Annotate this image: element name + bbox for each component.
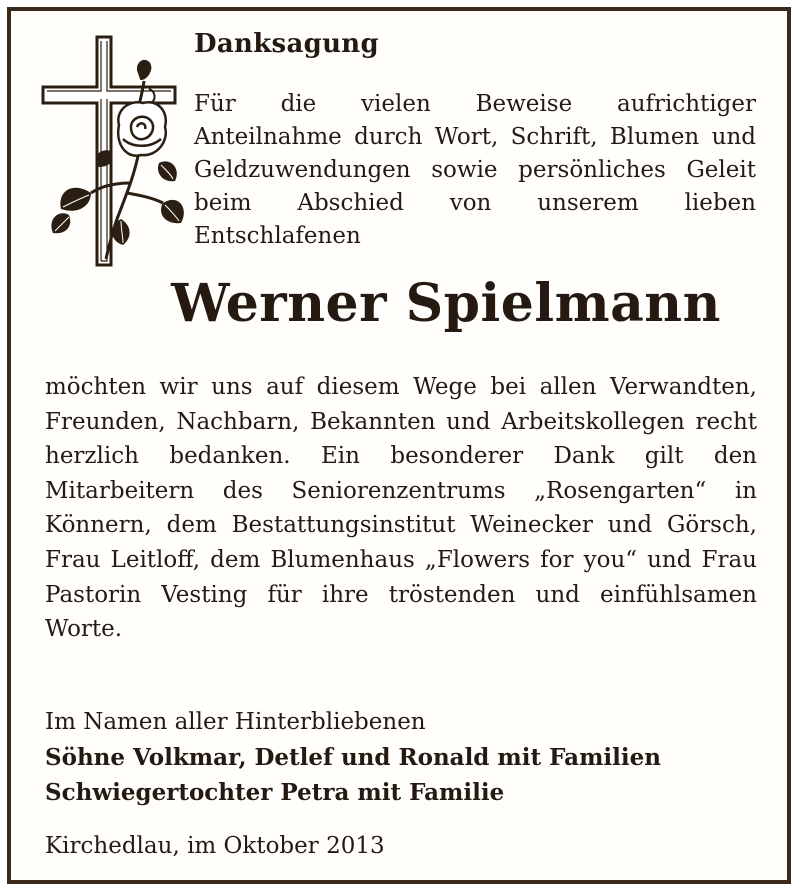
cross-with-rose-icon [39,33,185,269]
notice-heading: Danksagung [194,29,379,59]
signoff-block [45,705,757,810]
intro-paragraph: Für die vielen Beweise aufrichtiger Anteilnahme durch Wort, Schrift, Blumen und Geldzuwendungen sowie persönliches Geleit beim Abschied von unserem lieben Entschlafenen [194,91,756,249]
obituary-notice [7,7,791,884]
signatory-line: Söhne Volkmar, Detlef und Ronald mit Familien [45,744,661,771]
place-and-date: Kirchedlau, im Oktober 2013 [45,833,385,859]
thanks-paragraph: möchten wir uns auf diesem Wege bei allen Verwandten, Freunden, Nachbarn, Bekannten und Arbeitskollegen recht herzlich bedanken. Ein besonderer Dank gilt den Mitarbeitern des Seniorenzentrums „Rosengarten“ in Könnern, dem Bestattungsinstitut Weinecker und Görsch, Frau Leitloff, dem Blumenhaus „Flowers for you“ und Frau Pastorin Vesting für ihre tröstenden und einfühlsamen Worte. [45,374,757,643]
signoff-intro: Im Namen aller Hinterbliebenen [45,709,426,735]
signatory-line: Schwiegertochter Petra mit Familie [45,779,505,806]
deceased-name: Werner Spielmann [171,273,721,334]
